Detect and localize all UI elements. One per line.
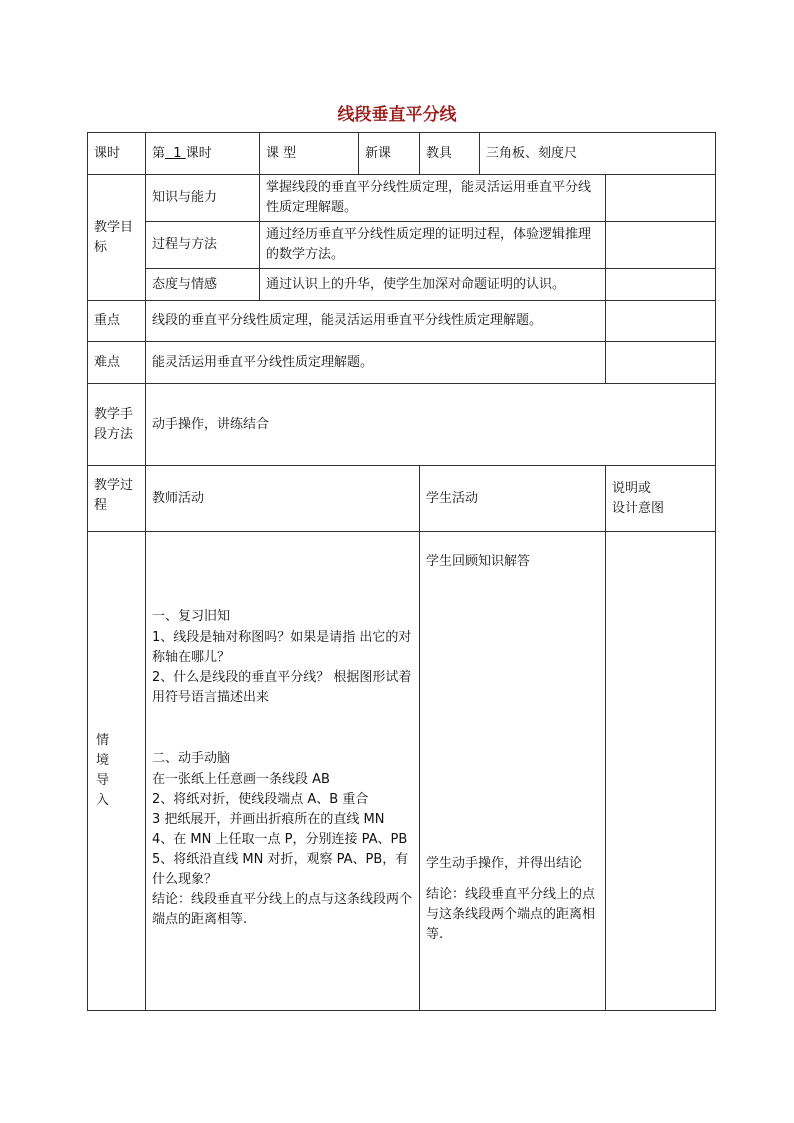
- student-line-handson: 学生动手操作，并得出结论: [426, 856, 583, 871]
- header-row: [88, 133, 716, 175]
- jiaoju-value: 三角板、刻度尺: [480, 133, 716, 175]
- kexing-label: 课 型: [260, 133, 359, 175]
- teacher-line: 2、什么是线段的垂直平分线？ 根据图形试着用符号语言描述出来: [152, 670, 412, 705]
- teacher-line: 2、将纸对折，使线段端点 A、B 重合: [152, 792, 369, 807]
- shouduan-text: 动手操作，讲练结合: [146, 384, 716, 466]
- keshi-number: 1: [173, 145, 182, 161]
- kexing-value: 新课: [359, 133, 420, 175]
- goals-label: 教学目标: [88, 175, 146, 301]
- teacher-line: 5、将纸沿直线 MN 对折，观察 PA、PB，有什么现象？: [152, 852, 409, 887]
- goal-text-3: 通过认识上的升华，使学生加深对命题证明的认识。: [260, 269, 606, 301]
- goal-text-1: 掌握线段的垂直平分线性质定理，能灵活运用垂直平分线性质定理解题。: [260, 175, 606, 222]
- goal-note-3: [606, 269, 716, 301]
- document-title: 线段垂直平分线: [337, 105, 457, 125]
- nandian-note: [606, 342, 716, 384]
- zhongdian-label: 重点: [88, 301, 146, 342]
- process-label: 教学过程: [88, 466, 146, 532]
- goal-note-1: [606, 175, 716, 222]
- lesson-plan-table: [87, 132, 716, 1011]
- student-line-review: 学生回顾知识解答: [426, 554, 531, 569]
- goal-row-3: [88, 269, 716, 301]
- nandian-text: 能灵活运用垂直平分线性质定理解题。: [146, 342, 606, 384]
- zhongdian-row: [88, 301, 716, 342]
- stage1-row: [88, 532, 716, 1011]
- spacer: [426, 572, 599, 854]
- process-header-row: [88, 466, 716, 532]
- jiaoju-label: 教具: [420, 133, 480, 175]
- stage1-label: 情 境 导 入: [88, 532, 146, 1011]
- keshi-value: 第 1 课时: [146, 133, 260, 175]
- goal-label-1: 知识与能力: [146, 175, 260, 222]
- section-heading-review: 一、复习旧知: [152, 609, 231, 624]
- goal-label-2: 过程与方法: [146, 222, 260, 269]
- teacher-line: 结论：线段垂直平分线上的点与这条线段两个端点的距离相等.: [152, 892, 413, 927]
- teacher-line: 1、线段是轴对称图吗？如果是请指 出它的对称轴在哪儿？: [152, 630, 412, 665]
- zhongdian-text: 线段的垂直平分线性质定理，能灵活运用垂直平分线性质定理解题。: [146, 301, 606, 342]
- goal-text-2: 通过经历垂直平分线性质定理的证明过程，体验逻辑推理的数学方法。: [260, 222, 606, 269]
- goal-row-2: [88, 222, 716, 269]
- zhongdian-note: [606, 301, 716, 342]
- shouduan-label: 教学手段方法: [88, 384, 146, 466]
- teacher-line: 4、在 MN 上任取一点 P，分别连接 PA、PB: [152, 832, 408, 847]
- goal-note-2: [606, 222, 716, 269]
- stage1-student-cell: [420, 532, 606, 1011]
- teacher-line: 在一张纸上任意画一条线段 AB: [152, 772, 330, 787]
- spacer: [152, 708, 413, 748]
- teacher-line: 3 把纸展开，并画出折痕所在的直线 MN: [152, 812, 385, 827]
- section-heading-handson: 二、动手动脑: [152, 751, 231, 766]
- student-activity-header: 学生活动: [420, 466, 606, 532]
- stage1-note-cell: [606, 532, 716, 1011]
- goal-label-3: 态度与情感: [146, 269, 260, 301]
- teacher-activity-header: 教师活动: [146, 466, 420, 532]
- note-header: 说明或 设计意图: [606, 466, 716, 532]
- stage1-teacher-cell: [146, 532, 420, 1011]
- nandian-label: 难点: [88, 342, 146, 384]
- goal-row-1: [88, 175, 716, 222]
- student-line-conclusion: 结论：线段垂直平分线上的点与这条线段两个端点的距离相等.: [426, 887, 596, 942]
- nandian-row: [88, 342, 716, 384]
- keshi-label: 课时: [88, 133, 146, 175]
- shouduan-row: [88, 384, 716, 466]
- spacer: [426, 874, 599, 885]
